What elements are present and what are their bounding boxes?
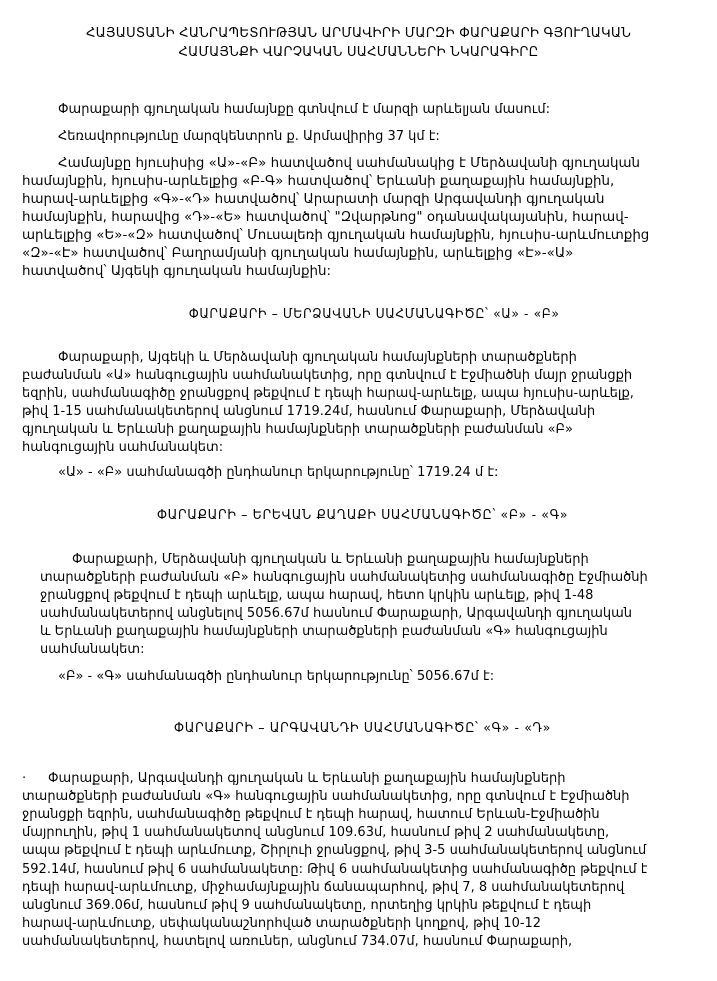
document-title bbox=[0, 24, 717, 62]
section-2-line: սահմանակետ: bbox=[40, 642, 145, 657]
section-3-line: տարածքների բաժանման «Գ» հանգուցային սահմանակետից, որը գտնվում է Էջմիածնի bbox=[22, 789, 630, 804]
intro-distance-line: Հեռավորությունը մարզկենտրոն ք. Արմավիրից 37 կմ է: bbox=[58, 129, 440, 144]
section-2-line: և Երևանի քաղաքային համայնքների տարածքների բաժանման «Գ» հանգուցային bbox=[40, 624, 608, 639]
section-2-length-note: «Բ» - «Գ» սահմանագծի ընդհանուր երկարությունը՝ 5056.67մ է: bbox=[58, 669, 495, 684]
section-1-line: բաժանման «Ա» հանգուցային սահմանակետից, որը գտնվում է Էջմիածնի մայր ջրանցքի bbox=[22, 368, 633, 383]
neighbors-line: «Զ»-«Է» հատվածով՝ Բաղրամյանի գյուղական համայնքին, արևելքից «Է»-«Ա» bbox=[22, 246, 574, 261]
neighbors-line: հարավ-արևելքից «Գ»-«Դ» հատվածով՝ Արարատի մարզի Արգավանդի գյուղական bbox=[22, 192, 605, 207]
title-line-1: ՀԱՅԱՍՏԱՆԻ ՀԱՆՐԱՊԵՏՈՒԹՅԱՆ ԱՐՄԱՎԻՐԻ ՄԱՐԶԻ ՓԱՐԱՔԱՐԻ ԳՅՈՒՂԱԿԱՆ bbox=[85, 26, 632, 41]
section-3-line: մայրուղին, թիվ 1 սահմանակետով անցնում 109.63մ, հասնում թիվ 2 սահմանակետը, bbox=[22, 825, 610, 840]
section-2-line: տարածքների բաժանման «Բ» հանգուցային սահմանակետից սահմանագիծը Էջմիածնի bbox=[40, 570, 648, 585]
section-3-line: ապա թեքվում է դեպի արևմուտք, Շիրլուի ջրանցքով, թիվ 3-5 սահմանակետերով անցնում bbox=[22, 843, 647, 858]
section-3-line: ջրանցքի եզրին, սահմանագիծը թեքվում է դեպի հարավ, հատում Երևան-Էջմիածին bbox=[22, 807, 600, 822]
section-2-line: սահմանակետերով անցնելով 5056.67մ հասնում Փարաքարի, Արգավանդի գյուղական bbox=[40, 606, 633, 621]
section-1-line: Փարաքարի, Այգեկի և Մերձավանի գյուղական համայնքների տարածքների bbox=[58, 350, 577, 365]
neighbors-line: համայնքին, հարավից «Դ»-«Ե» հատվածով՝ "Զվարթնոց" օդանավակայանին, հարավ- bbox=[22, 210, 629, 225]
section-1-length-note: «Ա» - «Բ» սահմանագծի ընդհանուր երկարությունը՝ 1719.24 մ է: bbox=[58, 465, 499, 480]
section-1-line: գյուղական և Երևանի քաղաքային համայնքների տարածքների բաժանման «Բ» bbox=[22, 422, 573, 437]
section-heading-yerevan: ՓԱՐԱՔԱՐԻ – ԵՐԵՎԱՆ ՔԱՂԱՔԻ ՍԱՀՄԱՆԱԳԻԾԸ՝ «Բ» - «Գ» bbox=[156, 508, 569, 523]
section-2-line: Փարաքարի, Մերձավանի գյուղական և Երևանի քաղաքային համայնքների bbox=[72, 552, 589, 567]
section-heading-argavand: ՓԱՐԱՔԱՐԻ – ԱՐԳԱՎԱՆԴԻ ՍԱՀՄԱՆԱԳԻԾԸ՝ «Գ» - «Դ» bbox=[173, 721, 551, 736]
section-1-line: եզրին, սահմանագիծը ջրանցքով թեքվում է դեպի հարավ-արևելք, ապա հյուսիս-արևելք, bbox=[22, 386, 634, 401]
title-line-2: ՀԱՄԱՅՆՔԻ ՎԱՐՉԱԿԱՆ ՍԱՀՄԱՆՆԵՐԻ ՆԿԱՐԱԳԻՐԸ bbox=[178, 45, 539, 60]
neighbors-line: Համայնքը հյուսիսից «Ա»-«Բ» հատվածով սահմանակից է Մերձավանի գյուղական bbox=[58, 156, 641, 171]
section-3-line: սահմանակետերով, հատելով առուներ, անցնում 734.07մ, հասնում Փարաքարի, bbox=[22, 934, 573, 949]
neighbors-line: հատվածով՝ Այգեկի գյուղական համայնքին: bbox=[22, 264, 332, 279]
section-2-line: ջրանցքով թեքվում է դեպի արևելք, ապա հարավ, հետո կրկին արևելք, թիվ 1-48 bbox=[40, 588, 594, 603]
scan-mark: · bbox=[22, 771, 27, 786]
neighbors-line: համայնքին, հյուսիս-արևելքից «Բ-Գ» հատվածով՝ Երևանի քաղաքային համայնքին, bbox=[22, 174, 615, 189]
section-3-line: 592.14մ, հասնում թիվ 6 սահմանակետը: Թիվ 6 սահմանակետից սահմանագիծը թեքվում է bbox=[22, 862, 648, 877]
section-heading-merdzavan: ՓԱՐԱՔԱՐԻ – ՄԵՐՁԱՎԱՆԻ ՍԱՀՄԱՆԱԳԻԾԸ՝ «Ա» - «Բ» bbox=[188, 307, 560, 322]
intro-location-line: Փարաքարի գյուղական համայնքը գտնվում է մարզի արևելյան մասում: bbox=[58, 102, 550, 117]
section-3-line bbox=[22, 770, 688, 787]
section-3-line: դեպի հարավ-արևմուտք, միջհամայնքային ճանապարհով, թիվ 7, 8 սահմանակետերով bbox=[22, 880, 625, 895]
section-3-line-text: Փարաքարի, Արգավանդի գյուղական և Երևանի քաղաքային համայնքների bbox=[48, 771, 566, 786]
section-3-line: հարավ-արևմուտք, սեփականաշնորհված տարածքների կողքով, թիվ 10-12 bbox=[22, 916, 542, 931]
neighbors-line: արևելքից «Ե»-«Զ» հատվածով՝ Մուսալեռի գյուղական համայնքին, հյուսիս-արևմուտքից bbox=[22, 228, 650, 243]
section-3-line: անցնում 369.06մ, հասնում թիվ 9 սահմանակետը, որտեղից կրկին թեքվում է դեպի bbox=[22, 898, 592, 913]
section-1-line: թիվ 1-15 սահմանակետերով անցնում 1719.24մ, հասնում Փարաքարի, Մերձավանի bbox=[22, 404, 596, 419]
section-1-line: հանգուցային սահմանակետ: bbox=[22, 440, 224, 455]
